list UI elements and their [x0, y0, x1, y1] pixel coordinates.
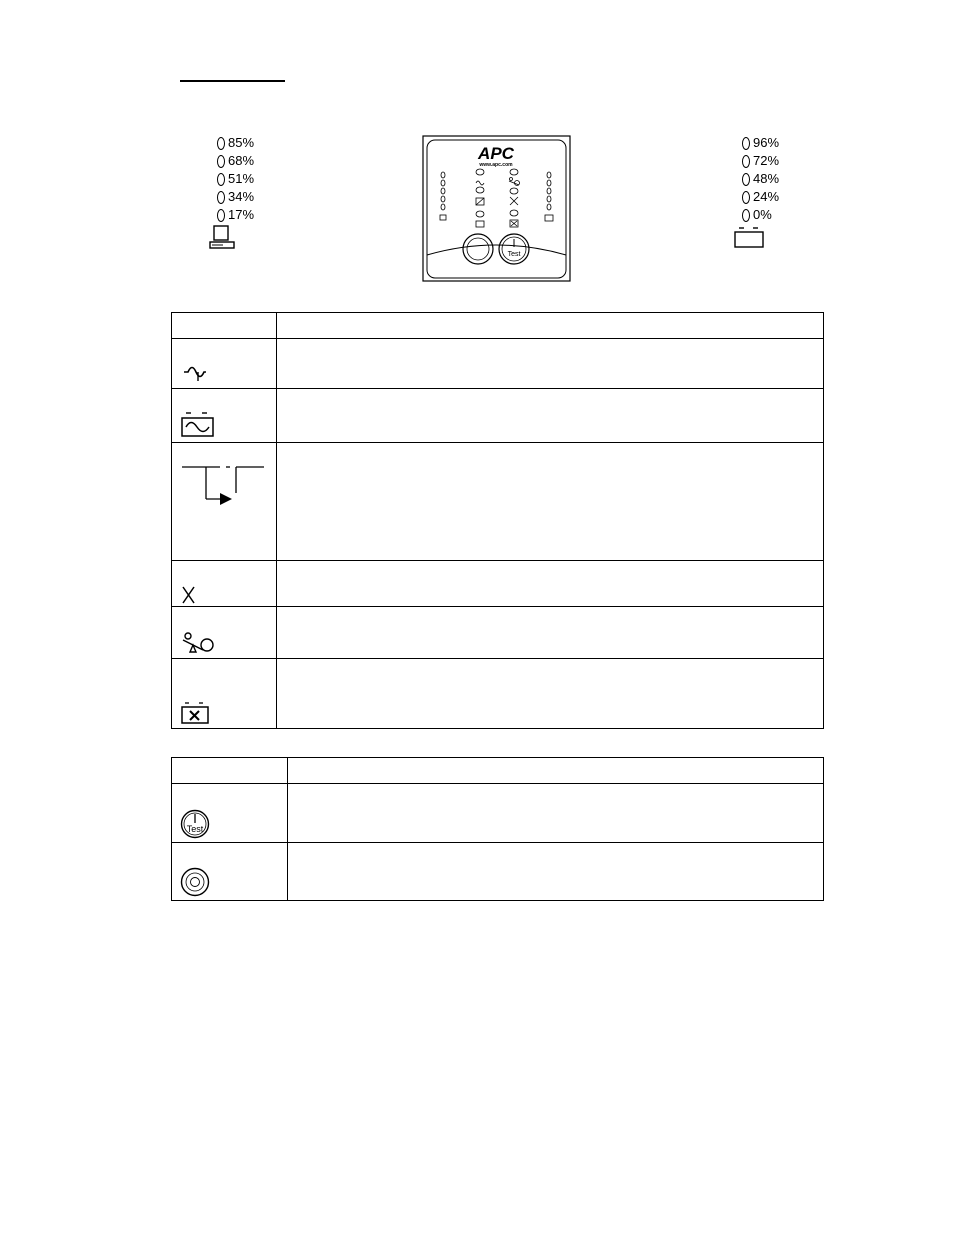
- icon-cell: [172, 659, 277, 729]
- load-level-3: 51%: [217, 170, 254, 188]
- icon-cell: [172, 389, 277, 443]
- load-level-4: 34%: [217, 188, 254, 206]
- power-test-button-icon: [180, 809, 210, 839]
- online-sine-icon: [182, 361, 214, 383]
- battery-level-2: 72%: [742, 152, 779, 170]
- apc-website: www.apc.com: [479, 162, 513, 168]
- led-oval: [217, 173, 225, 186]
- load-led-column: [440, 172, 446, 220]
- svg-text:Test: Test: [507, 251, 521, 258]
- off-button-icon: [180, 867, 210, 897]
- battery-level-4: 24%: [742, 188, 779, 206]
- status-led-column-right: [509, 169, 520, 227]
- off-button[interactable]: [463, 234, 493, 264]
- battery-level-3: 48%: [742, 170, 779, 188]
- computer-load-icon: [209, 225, 237, 251]
- battery-scale: [742, 134, 779, 224]
- load-level-2: 68%: [217, 152, 254, 170]
- overload-seesaw-icon: [181, 631, 215, 655]
- header-cell-icon: [172, 313, 277, 339]
- ups-front-panel: [422, 135, 571, 282]
- svg-text:Test: Test: [186, 824, 204, 834]
- led-oval: [217, 155, 225, 168]
- table-row: [172, 784, 824, 843]
- button-table: [171, 757, 824, 901]
- replace-battery-icon: [180, 701, 212, 725]
- table-row: [172, 561, 824, 607]
- led-oval: [742, 137, 750, 150]
- header-cell-description: [288, 758, 824, 784]
- led-oval: [742, 209, 750, 222]
- header-cell-description: [277, 313, 824, 339]
- table-row: [172, 607, 824, 659]
- table-row: [172, 659, 824, 729]
- battery-level-5: 0%: [742, 206, 779, 224]
- led-oval: [742, 173, 750, 186]
- on-battery-icon: [180, 411, 216, 439]
- icon-cell: [172, 443, 277, 561]
- led-oval: [217, 137, 225, 150]
- led-oval: [742, 155, 750, 168]
- icon-cell: [172, 607, 277, 659]
- icon-cell: [172, 843, 288, 901]
- table-row: [172, 443, 824, 561]
- load-level-5: 17%: [217, 206, 254, 224]
- header-cell-icon: [172, 758, 288, 784]
- indicator-table: [171, 312, 824, 729]
- icon-cell: [172, 561, 277, 607]
- heading-underline: [180, 80, 285, 82]
- bypass-icon: [180, 463, 266, 507]
- load-level-1: 85%: [217, 134, 254, 152]
- battery-level-1: 96%: [742, 134, 779, 152]
- battery-icon: [733, 226, 765, 248]
- icon-cell: [172, 784, 288, 843]
- led-oval: [217, 191, 225, 204]
- power-test-button[interactable]: [499, 234, 529, 264]
- table-row: [172, 389, 824, 443]
- battery-led-column: [545, 172, 553, 221]
- led-oval: [742, 191, 750, 204]
- led-oval: [217, 209, 225, 222]
- table-row: [172, 339, 824, 389]
- indicator-table-header: [172, 313, 824, 339]
- button-table-header: [172, 758, 824, 784]
- front-panel-drawing: [422, 135, 571, 282]
- icon-cell: [172, 339, 277, 389]
- status-led-column-left: [476, 169, 484, 227]
- table-row: [172, 843, 824, 901]
- fault-x-icon: [181, 585, 197, 605]
- load-scale: [217, 134, 254, 224]
- apc-logo: APC: [478, 144, 514, 163]
